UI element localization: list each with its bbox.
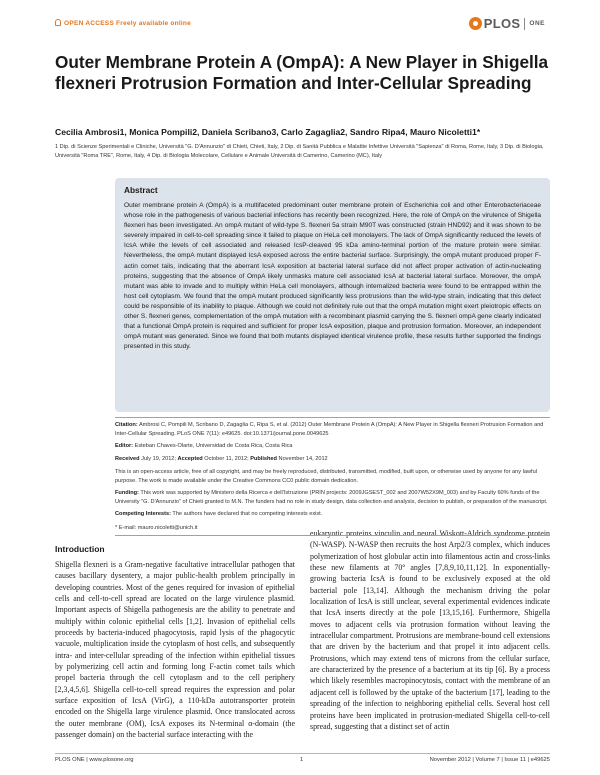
accepted-date: October 11, 2012;: [204, 456, 249, 462]
received-label: Received: [115, 456, 140, 462]
abstract-text: Outer membrane protein A (OmpA) is a multifaceted predominant outer membrane protein of Escherichia coli and other Enterobacteriaceae whose role in the pathogenesis of various bacterial infections has recently been recognized. Here, the role of OmpA on the virulence of Shigella flexneri has been investigated. An ompA mutant of wild-type S. flexneri 5a strain M90T was constructed (strain HND92) and it was shown to be severely impaired in cell-to-cell spreading since it failed to plaque on HeLa cell monolayers. The lack of OmpA significantly reduced the levels of IcsA while the levels of cell associated and released IcsP-cleaved 95 kDa amino-terminal portion of the mature protein were similar. Nevertheless, the ompA mutant displayed IcsA exposed across the entire bacterial surface. Surprisingly, the ompA mutant produced proper F-actin comet tails, indicating that the aberrant IcsA exposition at bacterial lateral surface did not affect proper activation of actin-nucleating proteins, suggesting that the absence of OmpA likely unmasks mature cell associated IcsA at bacterial lateral surface. Moreover, the ompA mutant was able to invade and to multiply within HeLa cell monolayers, although internalized bacteria were found to be entrapped within the host cell cytoplasm. We found that the ompA mutant produced significantly less protrusions than the wild-type strain, indicating that this defect could be responsible of its inability to plaque. Although we could not definitely rule out that the ompA mutation might exert pleiotropic effects on other S. flexneri genes, complementation of the ompA mutation with a recombinant plasmid carrying the S. flexneri ompA gene clearly indicated that a functional OmpA protein is required and sufficient for proper IcsA exposition, plaque and protrusion formation. Moreover, an independent ompA mutant was generated. Since we found that both mutants displayed identical virulence profile, these results further supported the findings presented in this study.: [124, 202, 541, 351]
citation-label: Citation:: [115, 422, 138, 428]
open-access-lock-icon: [55, 19, 61, 26]
intro-column-left: Shigella flexneri is a Gram-negative facultative intracellular pathogen that causes bacillary dysentery, a major public-health problem principally in developing countries. Most of the genes required for invasion of epithelial cells and cell-to-cell spread are located on the large virulence plasmid. Important aspects of Shigella pathogenesis are the ability to penetrate and multiply within colonic epithelial cells [1,2]. Invasion of epithelial cells proceeds by bacteria-induced phagocytosis, rapid lysis of the phagocytic vacuole, multiplication inside the cytoplasm of host cells, and subsequently intra- and inter-cellular spreading of the infection within epithelial tissues by polymerizing cell actin and forming long F-actin comet tails which propel bacteria through the cell cytoplasm and to the cell periphery [2,3,4,5,6]. Shigella cell-to-cell spread requires the expression and polar surface exposition of IcsA (VirG), a 110-kDa autotransporter protein encoded on the Shigella large virulence plasmid. Once translocated across the outer membrane (OM), IcsA exposes its N-terminal α-domain (the passenger domain) on the bacterial surface interacting with the: [55, 560, 295, 740]
competing-text: The authors have declared that no competing interests exist.: [172, 511, 323, 517]
author-list: Cecilia Ambrosi1, Monica Pompili2, Daniela Scribano3, Carlo Zagaglia2, Sandro Ripa4, Mauro Nicoletti1*: [55, 127, 481, 137]
funding-label: Funding:: [115, 490, 139, 496]
plos-one-logo: [469, 16, 545, 31]
corresponding-email: * E-mail: mauro.nicoletti@unich.it: [115, 524, 198, 531]
published-date: November 14, 2012: [278, 456, 328, 462]
meta-divider-top: [115, 417, 550, 418]
competing-label: Competing Interests:: [115, 511, 171, 517]
funding-block: [115, 489, 550, 506]
footer-divider: [55, 753, 550, 754]
introduction-heading: Introduction: [55, 544, 105, 554]
page-number: 1: [300, 757, 304, 763]
article-title: Outer Membrane Protein A (OmpA): A New Player in Shigella flexneri Protrusion Formation and Inter-Cellular Spreading: [55, 52, 549, 93]
open-access-banner: [55, 19, 191, 27]
abstract-box: [115, 178, 550, 412]
open-access-label: OPEN ACCESS Freely available online: [64, 20, 191, 27]
accepted-label: Accepted: [177, 456, 203, 462]
abstract-heading: Abstract: [124, 185, 158, 195]
editor-block: [115, 442, 550, 451]
received-date: July 19, 2012;: [141, 456, 176, 462]
published-label: Published: [250, 456, 277, 462]
copyright-block: This is an open-access article, free of all copyright, and may be freely reproduced, distributed, transmitted, modified, built upon, or otherwise used by anyone for any lawful purpose. The work is made available under the Creative Commons CC0 public domain dedication.: [115, 469, 537, 484]
competing-interests-block: [115, 510, 550, 532]
journal-name: ONE: [529, 20, 545, 27]
editor-label: Editor:: [115, 443, 134, 449]
meta-divider-bottom: [115, 535, 550, 536]
footer-journal-url: PLOS ONE | www.plosone.org: [55, 757, 134, 763]
footer-issue-info: November 2012 | Volume 7 | Issue 11 | e49625: [429, 757, 550, 763]
funding-text: This work was supported by Ministero della Ricerca e dell'Istruzione (PRIN projects: 2009JGSEST_002 and 2007W52X9M_003) and by Faculty 60% funds of the University "G. D'Annunzio" of Chieti granted to M.N. The funders had no role in study design, data collection and analysis, decision to publish, or preparation of the manuscript.: [115, 490, 548, 505]
dates-block: [115, 455, 550, 464]
plos-logo-text: PLOS: [483, 16, 521, 31]
intro-column-right: eukaryotic proteins vinculin and neural Wiskott-Aldrich syndrome protein (N-WASP). N-WASP then recruits the host Arp2/3 complex, which induces polymerization of host globular actin into filamentous actin and cross-links these new filaments at 70° angles [7,8,9,10,11,12]. In exponentially-growing bacteria IcsA is found to be exclusively exposed at the old bacterial pole [13,14]. Although the mechanism driving the polar localization of IcsA is still unclear, several experimental evidences indicate that IcsA inserts directly at the pole [13,15,16]. Furthermore, Shigella moves to adjacent cells via protrusion formation without leaving the intracellular compartment. Protrusions are membrane-bound cell extensions that are driven by the bacterium and that propel it into adjacent cells. Protrusions, which may extend tens of microns from the cellular surface, are characterized by the presence of a bacterium at its tip [6]. By a process which likely resembles macropinocytosis, contact with the membrane of an adjacent cell is followed by the uptake of the bacterium [17], leading to the spreading of the infection to neighboring epithelial cells. Several host cell proteins have been implicated in protrusion-mediated Shigella cell-to-cell spread, suggesting that a distinct set of actin: [310, 529, 550, 731]
affiliations: 1 Dip. di Scienze Sperimentali e Cliniche, Università "G. D'Annunzio" di Chieti, Chieti, Italy, 2 Dip. di Sanità Pubblica e Malattie Infettive Università "Sapienza" di Roma, Rome, Italy, 3 Dip. di Biologia, Università "Roma TRE", Rome, Italy, 4 Dip. di Biologia Molecolare, Cellulare e Animale Università di Camerino, Camerino (MC), Italy: [55, 144, 544, 160]
plos-logo-icon: [469, 17, 482, 30]
journal-header: [55, 16, 545, 38]
citation-block: [115, 421, 550, 438]
logo-divider: [524, 18, 525, 30]
citation-text: Ambrosi C, Pompili M, Scribano D, Zagaglia C, Ripa S, et al. (2012) Outer Membrane Protein A (OmpA): A New Player in Shigella flexneri Protrusion Formation and Inter-Cellular Spreading. PLoS ONE 7(11): e49625. doi:10.1371/journal.pone.0049625: [115, 422, 544, 437]
editor-text: Esteban Chaves-Olarte, Universidad de Costa Rica, Costa Rica: [134, 443, 293, 449]
